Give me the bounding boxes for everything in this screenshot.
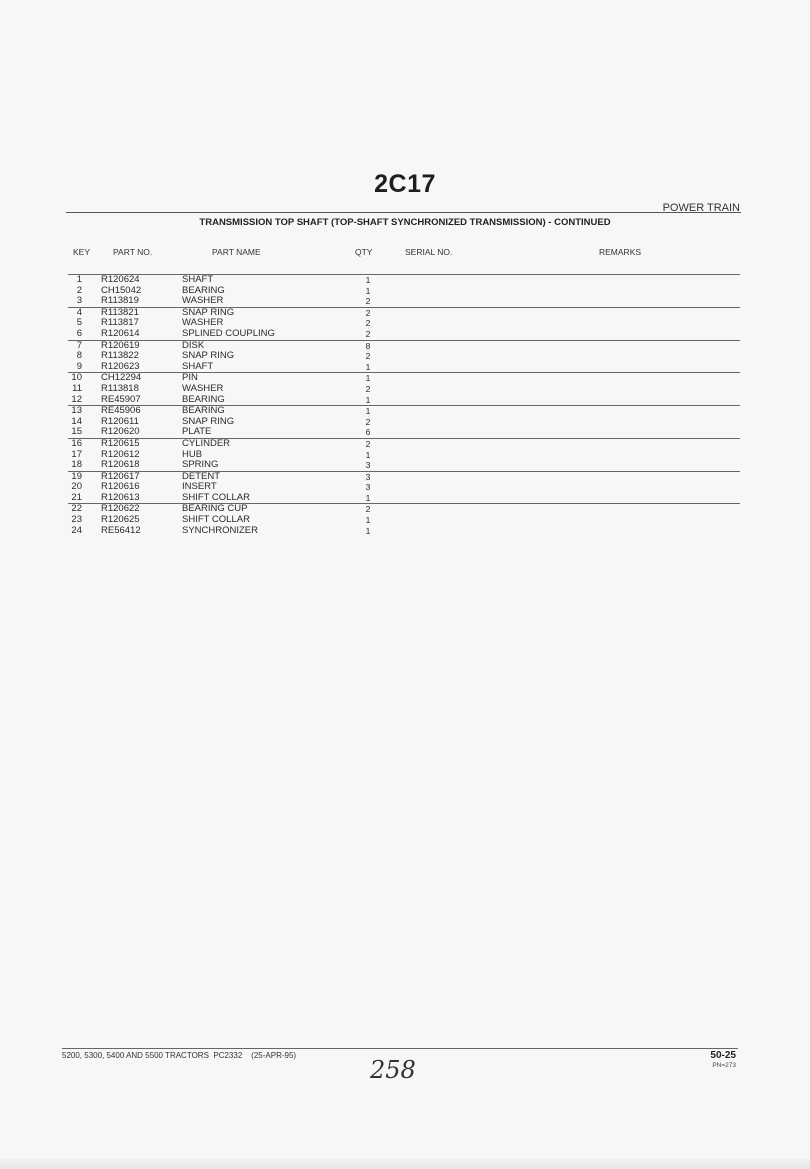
part-key: 9 — [76, 360, 82, 372]
part-name: SNAP RING — [182, 350, 235, 362]
part-qty: 3 — [365, 460, 371, 471]
table-row — [68, 395, 740, 406]
part-number: R120623 — [101, 360, 140, 372]
part-key: 11 — [72, 382, 82, 394]
part-qty: 3 — [365, 471, 371, 482]
table-row — [68, 427, 740, 438]
footer-date: (25-APR-95) — [251, 1051, 297, 1060]
part-name: SYNCHRONIZER — [182, 524, 259, 536]
part-qty: 1 — [365, 275, 371, 285]
table-row — [68, 372, 740, 384]
part-name: DETENT — [182, 470, 220, 482]
table-row — [68, 340, 740, 352]
table-row — [68, 405, 740, 417]
footer-rule — [62, 1048, 738, 1049]
part-key: 19 — [71, 470, 82, 482]
part-qty: 2 — [365, 383, 371, 394]
part-qty: 2 — [365, 416, 371, 427]
part-qty: 1 — [365, 394, 371, 405]
part-key: 8 — [76, 350, 82, 362]
part-key: 13 — [71, 405, 82, 417]
part-key: 1 — [76, 274, 82, 285]
part-number: R120615 — [101, 437, 140, 449]
part-name: SHIFT COLLAR — [182, 491, 250, 503]
table-row — [68, 526, 740, 537]
part-name: BEARING — [182, 405, 225, 417]
part-name: PLATE — [182, 426, 212, 438]
part-key: 7 — [76, 339, 82, 351]
table-row — [68, 318, 740, 329]
part-name: SPLINED COUPLING — [182, 327, 275, 339]
table-row — [68, 450, 740, 461]
table-row — [68, 329, 740, 340]
part-qty: 1 — [365, 515, 371, 526]
part-name: BEARING — [182, 284, 225, 296]
part-number: R113818 — [101, 382, 139, 394]
col-header-qty: QTY — [355, 247, 373, 257]
part-qty: 2 — [365, 438, 371, 449]
part-name: INSERT — [182, 481, 217, 493]
table-row — [68, 515, 740, 526]
part-number: R120613 — [101, 491, 140, 503]
part-number: R113817 — [101, 317, 139, 329]
footer-info — [62, 1051, 296, 1060]
part-qty: 2 — [365, 504, 371, 515]
part-key: 20 — [71, 481, 82, 493]
page-code: 2C17 — [374, 170, 436, 198]
part-number: R120624 — [101, 274, 140, 285]
part-qty: 1 — [365, 373, 371, 384]
part-number: R120611 — [101, 415, 139, 427]
parts-table — [68, 274, 740, 536]
table-row — [68, 471, 740, 483]
pn-number: PN=273 — [712, 1062, 736, 1069]
part-key: 4 — [76, 306, 82, 318]
handwritten-number: 258 — [370, 1056, 416, 1084]
col-header-part-name: PART NAME — [212, 247, 261, 257]
part-key: 18 — [71, 459, 82, 471]
part-number: CH12294 — [101, 372, 142, 384]
col-header-key: KEY — [73, 247, 91, 257]
part-qty: 1 — [365, 492, 371, 503]
part-name: DISK — [182, 339, 205, 351]
part-key: 10 — [71, 372, 82, 384]
part-number: R120614 — [101, 327, 140, 339]
part-name: WASHER — [182, 295, 224, 307]
part-number: R120616 — [101, 481, 140, 493]
part-key: 5 — [76, 317, 82, 329]
scan-edge — [0, 1159, 810, 1169]
table-row — [68, 482, 740, 493]
part-number: RE45906 — [101, 405, 141, 417]
part-name: SNAP RING — [182, 415, 235, 427]
part-number: R120622 — [101, 503, 140, 515]
part-qty: 6 — [365, 427, 371, 438]
footer-catalog: PC2332 — [213, 1051, 243, 1060]
part-qty: 1 — [365, 361, 371, 372]
part-name: SHAFT — [182, 360, 214, 372]
part-qty: 1 — [365, 449, 371, 460]
table-row — [68, 296, 740, 307]
part-number: R120620 — [101, 426, 140, 438]
table-row — [68, 503, 740, 515]
part-number: R113822 — [101, 350, 139, 362]
part-key: 2 — [76, 284, 82, 296]
page-subtitle: TRANSMISSION TOP SHAFT (TOP-SHAFT SYNCHRONIZED TRANSMISSION) - CONTINUED — [199, 217, 611, 228]
part-name: WASHER — [182, 382, 224, 394]
part-key: 15 — [71, 426, 82, 438]
part-qty: 8 — [365, 340, 371, 351]
part-key: 23 — [71, 514, 82, 526]
part-name: HUB — [182, 448, 203, 460]
part-name: SPRING — [182, 459, 219, 471]
part-number: R113819 — [101, 295, 139, 307]
table-row — [68, 274, 740, 286]
col-header-part-no: PART NO. — [113, 247, 153, 257]
part-name: SNAP RING — [182, 306, 235, 318]
part-name: BEARING — [182, 393, 225, 405]
part-number: R120617 — [101, 470, 140, 482]
part-name: PIN — [182, 372, 198, 384]
part-number: R120618 — [101, 459, 140, 471]
col-header-serial-no: SERIAL NO. — [405, 247, 453, 257]
table-row — [68, 286, 740, 297]
table-row — [68, 351, 740, 362]
section-title: POWER TRAIN — [662, 202, 740, 214]
header-rule — [66, 212, 741, 213]
table-row — [68, 384, 740, 395]
table-row — [68, 460, 740, 471]
footer-models: 5200, 5300, 5400 AND 5500 TRACTORS — [62, 1051, 209, 1060]
part-qty: 2 — [365, 351, 371, 362]
part-key: 17 — [71, 448, 82, 460]
table-row — [68, 438, 740, 450]
part-number: R120612 — [101, 448, 140, 460]
part-key: 14 — [71, 415, 82, 427]
part-key: 12 — [71, 393, 82, 405]
part-key: 16 — [71, 437, 82, 449]
part-number: R120625 — [101, 514, 140, 526]
part-number: R113821 — [101, 306, 139, 318]
table-row — [68, 417, 740, 428]
part-key: 6 — [76, 327, 82, 339]
part-name: SHIFT COLLAR — [182, 514, 250, 526]
part-qty: 3 — [365, 482, 371, 493]
part-qty: 2 — [365, 318, 371, 329]
part-qty: 1 — [365, 406, 371, 417]
part-key: 21 — [71, 491, 82, 503]
part-qty: 2 — [365, 328, 371, 339]
table-row — [68, 307, 740, 319]
part-key: 24 — [71, 524, 82, 536]
part-number: CH15042 — [101, 284, 142, 296]
part-key: 3 — [76, 295, 82, 307]
part-qty: 2 — [365, 307, 371, 318]
part-key: 22 — [71, 503, 82, 515]
table-row — [68, 493, 740, 504]
part-number: RE56412 — [101, 524, 141, 536]
part-name: WASHER — [182, 317, 224, 329]
part-qty: 1 — [365, 285, 371, 296]
part-number: RE45907 — [101, 393, 141, 405]
part-name: BEARING CUP — [182, 503, 248, 515]
page-number: 50-25 — [710, 1050, 736, 1061]
col-header-remarks: REMARKS — [599, 247, 642, 257]
part-name: SHAFT — [182, 274, 214, 285]
part-qty: 1 — [365, 525, 371, 536]
table-row — [68, 362, 740, 373]
part-qty: 2 — [365, 296, 371, 307]
part-name: CYLINDER — [182, 437, 231, 449]
part-number: R120619 — [101, 339, 140, 351]
